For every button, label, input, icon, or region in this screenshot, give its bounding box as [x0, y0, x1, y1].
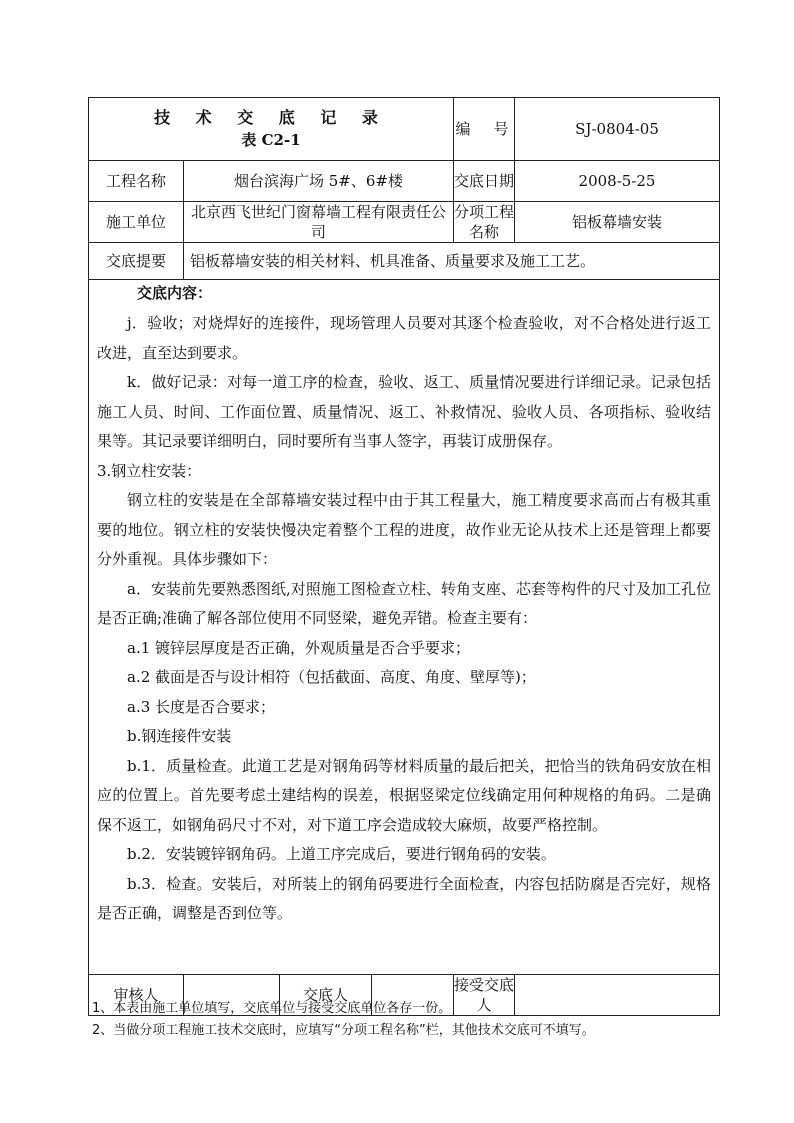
content-paragraph: k．做好记录：对每一道工序的检查，验收、返工、质量情况要进行详细记录。记录包括施工人员、时间、工作面位置、质量情况、返工、补救情况、验收人员、各项指标、验收结果等。其记录要详细明白，同时要所有当事人签字，再装订成册保存。 [97, 373, 712, 450]
content-list-item: a.2 截面是否与设计相符（包括截面、高度、角度、壁厚等)； [127, 668, 536, 686]
project-name-label: 工程名称 [89, 161, 184, 202]
briefing-summary-value: 铝板幕墙安装的相关材料、机具准备、质量要求及施工工艺。 [184, 243, 720, 280]
content-list-item: a.1 镀锌层厚度是否正确，外观质量是否合乎要求； [127, 638, 471, 657]
project-name-value: 烟台滨海广场 5#、6#楼 [184, 161, 454, 202]
footnote: 1、本表由施工单位填写，交底单位与接受交底单位各存一份。 [92, 1001, 452, 1016]
briefing-date-value: 2008-5-25 [515, 161, 720, 202]
content-section-heading: 3.钢立柱安装： [97, 461, 202, 480]
number-label: 编 号 [454, 98, 515, 161]
form-title: 技 术 交 底 记 录 [154, 108, 388, 127]
content-paragraph: a．安装前先要熟悉图纸,对照施工图检查立柱、转角支座、芯套等构件的尺寸及加工孔位是否正确;准确了解各部位使用不同竖梁，避免弄错。检查主要有： [97, 579, 712, 627]
briefing-summary-label: 交底提要 [89, 243, 184, 280]
construction-unit-label: 施工单位 [89, 202, 184, 243]
content-paragraph: b.3．检查。安装后，对所装上的钢角码要进行全面检查，内容包括防腐是否完好，规格是否正确，调整是否到位等。 [97, 874, 712, 922]
content-paragraph: b.1．质量检查。此道工艺是对钢角码等材料质量的最后把关，把恰当的铁角码安放在相应的位置上。首先要考虑土建结构的误差，根据竖梁定位线确定用何种规格的角码。二是确保不返工，如钢角码尺寸不对，对下道工序会造成较大麻烦，故要严格控制。 [97, 756, 712, 834]
subproject-name-label: 分项工程名称 [454, 203, 515, 241]
content-title: 交底内容： [137, 284, 213, 302]
briefing-date-label: 交底日期 [454, 161, 515, 202]
content-paragraph: 钢立柱的安装是在全部幕墙安装过程中由于其工程量大，施工精度要求高而占有极其重要的地位。钢立柱的安装快慢决定着整个工程的进度，故作业无论从技术上还是管理上都要分外重视。具体步骤如下： [97, 491, 712, 568]
subproject-name-value: 铝板幕墙安装 [515, 202, 720, 243]
presenter-label: 交底人 [280, 975, 372, 1016]
form-title-cell [89, 98, 454, 161]
briefing-content-cell [89, 280, 720, 975]
number-value: SJ-0804-05 [515, 98, 720, 161]
construction-unit-value: 北京西飞世纪门窗幕墙工程有限责任公司 [184, 202, 454, 243]
footnote: 2、当做分项工程施工技术交底时，应填写“分项工程名称”栏，其他技术交底可不填写。 [92, 1023, 595, 1038]
reviewer-label: 审核人 [89, 975, 184, 1016]
form-number: 表 C2-1 [241, 131, 301, 149]
technical-briefing-record-table [88, 97, 720, 1016]
content-paragraph: b.2．安装镀锌钢角码。上道工序完成后，要进行钢角码的安装。 [127, 845, 556, 863]
footnotes [92, 998, 732, 1042]
receiver-label: 接受交底人 [454, 976, 515, 1014]
content-paragraph: j．验收；对烧焊好的连接件，现场管理人员要对其逐个检查验收，对不合格处进行返工改进，直至达到要求。 [97, 314, 712, 362]
content-list-item: a.3 长度是否合要求； [127, 697, 276, 716]
content-subheading: b.钢连接件安装 [127, 727, 232, 745]
